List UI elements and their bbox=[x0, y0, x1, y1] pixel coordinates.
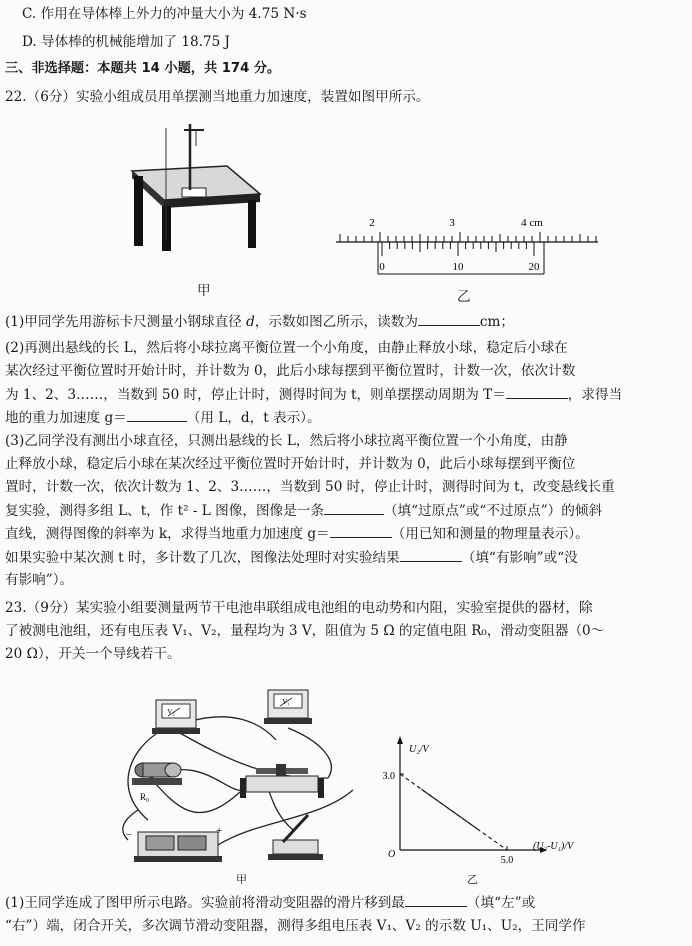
q22-p2-text-3b: ，求得当 bbox=[567, 387, 623, 403]
vernier-label: 10 bbox=[452, 261, 464, 273]
rheostat bbox=[240, 764, 324, 798]
graph-caption: 乙 bbox=[467, 873, 478, 886]
q22-p3-line1: (3)乙同学没有测出小球直径，只测出悬线的长 L，然后将小球拉离平衡位置一个小角度，由静 bbox=[5, 433, 568, 449]
voltmeter-v1 bbox=[264, 690, 312, 724]
fig22-jia-caption: 甲 bbox=[197, 283, 211, 299]
q22-p1-text-c: cm； bbox=[479, 314, 515, 330]
main-scale-label: 3 bbox=[449, 217, 455, 229]
q23-p1-line2: “右”）端，闭合开关，多次调节滑动变阻器，测得多组电压表 V₁、V₂ 的示数 U₁、U₂，王同学作 bbox=[5, 918, 586, 934]
vernier-label: 20 bbox=[528, 261, 540, 273]
voltmeter-v2 bbox=[152, 700, 200, 734]
q22-p3-line6 bbox=[5, 547, 578, 568]
v1-label: V₁ bbox=[282, 698, 290, 706]
fig22-yi-caption: 乙 bbox=[457, 289, 471, 305]
graph-series-line bbox=[477, 829, 507, 850]
q23-line2: 了被测电池组，还有电压表 V₁、V₂，量程均为 3 V，阻值为 5 Ω 的定值电阻 R₀，滑动变阻器（0～ bbox=[5, 623, 605, 639]
q23-p1-text-1b: （填“左”或 bbox=[466, 895, 536, 911]
q22-p2-line3 bbox=[5, 384, 622, 405]
v2-label: V₂ bbox=[167, 708, 175, 716]
q22-diameter-blank[interactable] bbox=[418, 311, 480, 326]
graph-x-label: (U₂-U₁)/V bbox=[533, 841, 574, 852]
q22-gravity2-blank[interactable] bbox=[330, 523, 392, 538]
q22-p2-line2: 某次经过平衡位置时开始计时，并计数为 0，此后小球每摆到平衡位置时，计数一次，依次计数 bbox=[5, 363, 576, 379]
graph-y-label: U₂/V bbox=[409, 744, 429, 755]
q22-p2-text-4a: 地的重力加速度 g＝ bbox=[5, 410, 127, 426]
q22-p3-text-5a: 直线，测得图像的斜率为 k，求得当地重力加速度 g＝ bbox=[5, 526, 330, 542]
q22-p2-line4 bbox=[5, 407, 321, 428]
graph-x-tick: 5.0 bbox=[500, 855, 514, 866]
q22-p3-line3: 置时，计数一次，依次计数为 1、2、3……，当数到 50 时，停止计时，测得时间为 t，改变悬线长重 bbox=[5, 479, 615, 495]
q22-part1 bbox=[5, 311, 514, 332]
switch bbox=[268, 815, 323, 860]
r0-label: R₀ bbox=[140, 792, 150, 802]
circuit-figure bbox=[118, 680, 358, 870]
q22-p3-text-6b: （填“有影响”或“没 bbox=[461, 550, 578, 566]
graph-series-line bbox=[421, 789, 477, 829]
q22-p1-text-b: ，示数如图乙所示，读数为 bbox=[254, 314, 418, 330]
vernier-label: 0 bbox=[379, 261, 385, 273]
q22-p3-text-5b: （用已知和测量的物理量表示）。 bbox=[391, 526, 589, 542]
q22-origin-blank[interactable] bbox=[324, 500, 384, 515]
q22-p2-text-4b: （用 L，d，t 表示）。 bbox=[186, 410, 321, 426]
q22-stem: 22.（6分）实验小组成员用单摆测当地重力加速度，装置如图甲所示。 bbox=[5, 89, 430, 105]
q22-p3-line4 bbox=[5, 500, 602, 521]
circuit-caption: 甲 bbox=[236, 873, 247, 886]
q22-p3-text-4b: （填“过原点”或“不过原点”）的倾斜 bbox=[383, 503, 603, 519]
battery-plus: + bbox=[216, 825, 223, 837]
q23-left-right-blank[interactable] bbox=[405, 892, 467, 907]
battery-minus: − bbox=[126, 829, 133, 841]
battery-pack bbox=[126, 825, 222, 862]
u2-voltage-graph bbox=[380, 732, 620, 882]
q23-p1-text-1a: (1)王同学连成了图甲所示电路。实验前将滑动变阻器的滑片移到最 bbox=[5, 895, 405, 911]
q22-p2-line1: (2)再测出悬线的长 L，然后将小球拉离平衡位置一个小角度，由静止释放小球，稳定后小球在 bbox=[5, 340, 568, 356]
q22-p3-text-4a: 复实验，测得多组 L、t，作 t² - L 图像，图像是一条 bbox=[5, 503, 324, 519]
q22-p3-line5 bbox=[5, 523, 589, 544]
main-scale-label: 2 bbox=[369, 217, 375, 229]
q23-line3: 20 Ω），开关一个导线若干。 bbox=[5, 646, 181, 662]
q22-p1-text-a: (1)甲同学先用游标卡尺测量小钢球直径 bbox=[5, 314, 242, 330]
q22-p3-line7: 有影响”）。 bbox=[5, 572, 74, 588]
pendulum-apparatus-figure bbox=[122, 116, 272, 256]
option-c: C. 作用在导体棒上外力的冲量大小为 4.75 N·s bbox=[22, 6, 307, 22]
option-d: D. 导体棒的机械能增加了 18.75 J bbox=[22, 34, 231, 50]
graph-origin: O bbox=[388, 849, 396, 860]
q23-line1: 23.（9分）某实验小组要测量两节干电池串联组成电池组的电动势和内阻，实验室提供的器材，除 bbox=[5, 600, 593, 616]
q23-p1-line1 bbox=[5, 892, 535, 913]
q22-p3-line2: 止释放小球，稳定后小球在某次经过平衡位置时开始计时，并计数为 0，此后小球每摆到平衡位 bbox=[5, 456, 576, 472]
main-scale-label: 4 cm bbox=[521, 217, 543, 229]
resistor-r0 bbox=[132, 763, 182, 802]
q22-p3-text-6a: 如果实验中某次测 t 时，多计数了几次，图像法处理时对实验结果 bbox=[5, 550, 400, 566]
graph-y-tick: 3.0 bbox=[382, 771, 395, 782]
q22-p2-text-3a: 为 1、2、3……，当数到 50 时，停止计时，测得时间为 t，则单摆摆动周期为 T＝ bbox=[5, 387, 506, 403]
q22-gravity-blank[interactable] bbox=[127, 407, 187, 422]
section-heading: 三、非选择题：本题共 14 小题，共 174 分。 bbox=[5, 61, 281, 76]
q22-effect-blank[interactable] bbox=[400, 547, 462, 562]
q22-period-blank[interactable] bbox=[506, 384, 568, 399]
vernier-caliper-scale bbox=[332, 212, 602, 282]
q22-p1-variable: d bbox=[246, 314, 255, 330]
